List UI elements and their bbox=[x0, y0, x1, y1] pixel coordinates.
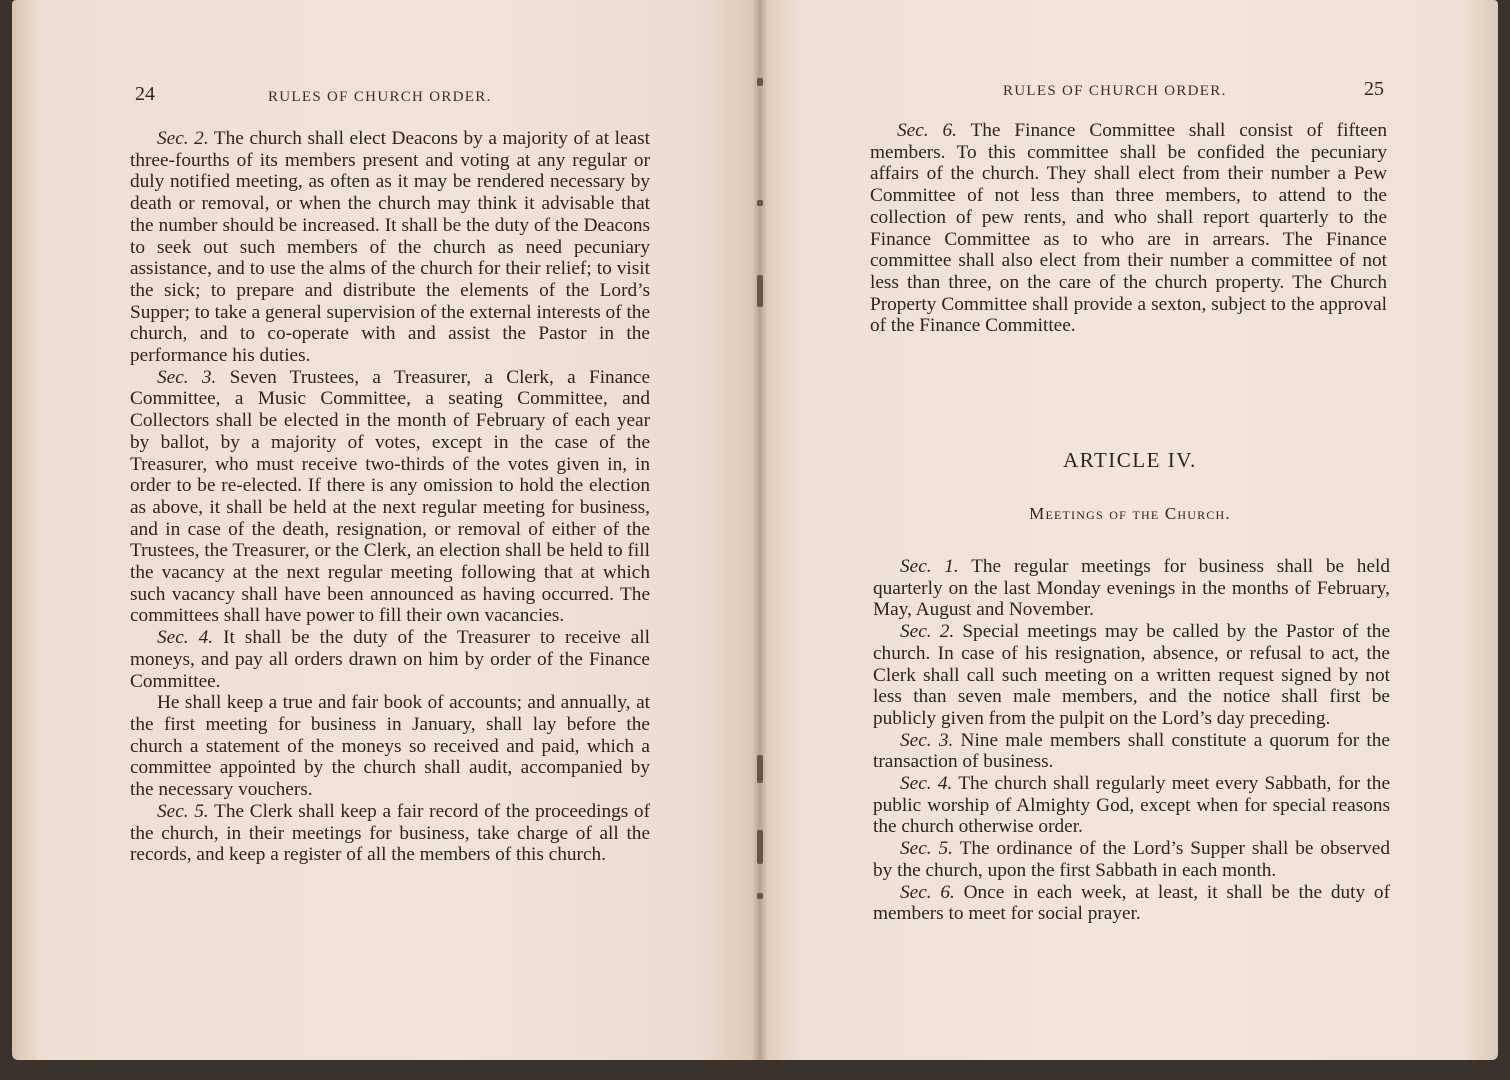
section-label: Sec. 6. bbox=[897, 120, 957, 141]
paragraph bbox=[873, 556, 1390, 621]
paragraph bbox=[130, 801, 650, 866]
section-label: Sec. 6. bbox=[900, 881, 955, 903]
section-label: Sec. 2. bbox=[157, 128, 209, 149]
binding-stitch bbox=[757, 78, 763, 86]
binding-stitch bbox=[757, 830, 763, 864]
binding-stitch bbox=[757, 893, 763, 899]
article-heading: ARTICLE IV. bbox=[1063, 448, 1197, 472]
paragraph bbox=[873, 730, 1390, 773]
paragraph-text: The Clerk shall keep a fair record of the proceedings of the church, in their meetings for business, take charge of all the records, and keep a register of all the members of this church. bbox=[130, 800, 650, 866]
paragraph bbox=[873, 838, 1390, 881]
paragraph bbox=[130, 128, 650, 367]
binding-stitch bbox=[757, 755, 763, 783]
paragraph-text: The church shall regularly meet every Sabbath, for the public worship of Almighty God, except when for special reasons the church otherwise order. bbox=[873, 773, 1391, 838]
paragraph bbox=[130, 692, 650, 801]
paragraph-text: Special meetings may be called by the Pastor of the church. In case of his resignation, absence, or refusal to act, the Clerk shall call such meeting on a written request signed by not less than seven male members, and the notice shall first be publicly given from the pulpit on the Lord’s day preceding. bbox=[873, 621, 1391, 729]
paragraph bbox=[873, 621, 1390, 730]
paragraph-text: The church shall elect Deacons by a majority of at least three-fourths of its members present and voting at any regular or duly notified meeting, as often as it may be rendered necessary by death or removal, or when the church may think it advisable that the number should be increased. It shall be the duty of the Deacons to seek out such members of the church as need pecuniary assistance, and to use the alms of the church for their relief; to visit the sick; to prepare and distribute the elements of the Lord’s Supper; to take a general supervision of the external interests of the church, and to co-operate with and assist the Pastor in the performance his duties. bbox=[130, 128, 650, 367]
section-label: Sec. 3. bbox=[157, 366, 217, 388]
paragraph bbox=[873, 773, 1390, 838]
paragraph bbox=[130, 367, 650, 627]
paragraph-text: Once in each week, at least, it shall be the duty of members to meet for social prayer. bbox=[873, 881, 1390, 925]
paragraph bbox=[130, 627, 650, 692]
binding-stitch bbox=[757, 275, 763, 307]
paragraph-text: Nine male members shall constitute a quorum for the transaction of business. bbox=[873, 729, 1390, 773]
left-running-head: RULES OF CHURCH ORDER. bbox=[268, 89, 492, 105]
section-label: Sec. 1. bbox=[900, 556, 959, 577]
section-label: Sec. 5. bbox=[157, 800, 209, 822]
section-label: Sec. 2. bbox=[900, 621, 955, 643]
paragraph-text: The Finance Committee shall consist of fifteen members. To this committee shall be confided the pecuniary affairs of the church. They shall elect from their number a Pew Committee of not less than three members, to attend to the collection of pew rents, and who shall report quarterly to the Finance Committee as to who are in arrears. The Finance committee shall also elect from their number a committee of not less than three, on the care of the church property. The Church Property Committee shall provide a sexton, subject to the approval of the Finance Committee. bbox=[870, 120, 1387, 337]
binding-stitch bbox=[757, 200, 763, 206]
paragraph-text: He shall keep a true and fair book of accounts; and annually, at the first meeting for business in January, shall lay before the church a statement of the moneys so received and paid, which a committee appointed by the church shall audit, accompanied by the necessary vouchers. bbox=[130, 692, 650, 801]
paragraph-text: The ordinance of the Lord’s Supper shall be observed by the church, upon the first Sabbath in each month. bbox=[873, 838, 1391, 881]
section-label: Sec. 4. bbox=[900, 773, 953, 795]
right-top-text-column bbox=[870, 120, 1387, 337]
article-subheading: Meetings of the Church. bbox=[1029, 504, 1231, 523]
paragraph-text: The regular meetings for business shall be held quarterly on the last Monday evenings in the months of February, May, August and November. bbox=[873, 556, 1390, 621]
right-running-head: RULES OF CHURCH ORDER. bbox=[1003, 83, 1227, 99]
book-gutter bbox=[752, 0, 768, 1060]
right-page-number: 25 bbox=[1364, 78, 1384, 100]
right-article-text-column bbox=[873, 556, 1390, 925]
left-text-column bbox=[130, 128, 650, 866]
left-page-number: 24 bbox=[135, 83, 155, 105]
section-label: Sec. 5. bbox=[900, 838, 953, 860]
paragraph bbox=[873, 882, 1390, 925]
paragraph bbox=[870, 120, 1387, 337]
section-label: Sec. 3. bbox=[900, 729, 954, 751]
paragraph-text: It shall be the duty of the Treasurer to receive all moneys, and pay all orders drawn on him by order of the Finance Committee. bbox=[130, 627, 651, 692]
paragraph-text: Seven Trustees, a Treasurer, a Clerk, a Finance Committee, a Music Committee, a seating Committee, and Collectors shall be elected in the month of February of each year by ballot, by a majority of votes, except in the case of the Treasurer, who must receive two-thirds of the votes given in, in order to be re-elected. If there is any omission to hold the election as above, it shall be held at the next regular meeting for business, and in case of the death, resignation, or removal of either of the Trustees, the Treasurer, or the Clerk, an election shall be held to fill the vacancy at the next regular meeting following that at which such vacancy shall have been announced as having occurred. The committees shall have power to fill their own vacancies. bbox=[130, 366, 651, 627]
section-label: Sec. 4. bbox=[157, 627, 214, 649]
